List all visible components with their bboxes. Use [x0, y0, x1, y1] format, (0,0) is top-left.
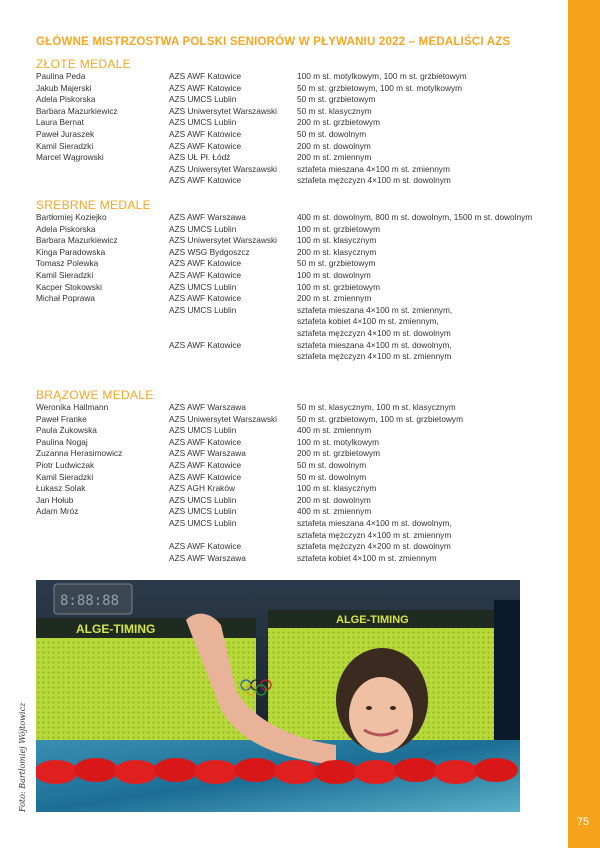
- athlete-name: [36, 541, 169, 553]
- club-name: AZS WSG Bydgoszcz: [169, 246, 250, 257]
- event-description: 200 m st. klasycznym: [297, 246, 377, 257]
- club-name: [169, 530, 297, 542]
- club-name: AZS AWF Katowice: [169, 71, 242, 81]
- event-description: 100 m st. klasycznym: [297, 235, 377, 246]
- event-description: 50 m st. klasycznym, 100 m st. klasycznym: [297, 402, 456, 412]
- athlete-name: [36, 351, 169, 363]
- medal-row: [36, 506, 556, 518]
- event-description: 50 m st. dowolnym: [297, 459, 367, 470]
- club-name: AZS AWF Katowice: [169, 128, 242, 139]
- athlete-name: [36, 164, 169, 176]
- medal-row: [36, 282, 556, 294]
- athlete-name: Laura Bernat: [36, 117, 84, 128]
- medal-list-gold: [36, 71, 556, 187]
- medal-row: [36, 71, 556, 83]
- club-name: AZS UMCS Lublin: [169, 281, 237, 292]
- athlete-name: Kamil Sieradzki: [36, 269, 94, 280]
- medal-row: [36, 235, 556, 247]
- athlete-name: Paweł Juraszek: [36, 128, 95, 139]
- club-name: AZS AWF Katowice: [169, 436, 242, 447]
- club-name: AZS AWF Katowice: [169, 258, 242, 269]
- athlete-name: [36, 328, 169, 340]
- club-name: AZS AWF Warszawa: [169, 448, 246, 459]
- club-name: AZS UŁ Pł. Łódź: [169, 152, 231, 163]
- club-name: AZS UMCS Lublin: [169, 517, 237, 528]
- medal-row: [36, 305, 556, 317]
- event-description: 50 m st. klasycznym: [297, 105, 372, 116]
- medal-row: [36, 117, 556, 129]
- event-description: 50 m st. dowolnym: [297, 128, 367, 139]
- athlete-name: Bartłomiej Koziejko: [36, 212, 107, 222]
- club-name: AZS AGH Kraków: [169, 483, 235, 494]
- swimmer-photo: [36, 580, 520, 812]
- board-label-left: ALGE-TIMING: [76, 622, 156, 636]
- athlete-name: [36, 340, 169, 352]
- medal-row: [36, 553, 556, 565]
- event-description: sztafeta mieszana 4×100 m st. dowolnym,: [297, 517, 452, 528]
- medal-row: [36, 258, 556, 270]
- medal-row: [36, 414, 556, 426]
- event-description: 100 m st. motylkowym: [297, 436, 380, 447]
- athlete-name: Kamil Sieradzki: [36, 471, 94, 482]
- club-name: AZS AWF Katowice: [169, 471, 242, 482]
- club-name: AZS AWF Katowice: [169, 293, 242, 304]
- medal-row: [36, 175, 556, 187]
- club-name: AZS Uniwersytet Warszawski: [169, 235, 278, 246]
- club-name: AZS UMCS Lublin: [169, 506, 237, 517]
- club-name: AZS AWF Katowice: [169, 140, 242, 151]
- event-description: 50 m st. grzbietowym: [297, 94, 376, 105]
- medal-row: [36, 530, 556, 542]
- athlete-name: Paula Żukowska: [36, 425, 97, 436]
- medal-row: [36, 83, 556, 95]
- medal-row: [36, 448, 556, 460]
- club-name: AZS AWF Warszawa: [169, 212, 246, 222]
- medal-row: [36, 94, 556, 106]
- club-name: AZS AWF Warszawa: [169, 402, 246, 412]
- athlete-name: Jakub Majerski: [36, 82, 92, 93]
- medal-row: [36, 541, 556, 553]
- athlete-name: [36, 530, 169, 542]
- board-label-right: ALGE-TIMING: [336, 614, 409, 626]
- event-description: sztafeta mężczyzn 4×100 m st. dowolnym: [297, 175, 451, 186]
- athlete-name: Adam Mróz: [36, 506, 79, 517]
- athlete-name: Adela Piskorska: [36, 223, 96, 234]
- athlete-name: Adela Piskorska: [36, 94, 96, 105]
- medal-list-silver: [36, 212, 556, 363]
- athlete-name: Paulina Peda: [36, 71, 86, 81]
- athlete-name: Kacper Stokowski: [36, 281, 102, 292]
- club-name: AZS Uniwersytet Warszawski: [169, 105, 278, 116]
- event-description: sztafeta mężczyzn 4×100 m st. zmiennym: [297, 351, 452, 362]
- event-description: 200 m st. zmiennym: [297, 152, 372, 163]
- athlete-name: Paulina Nogaj: [36, 436, 88, 447]
- athlete-name: Kinga Paradowska: [36, 246, 106, 257]
- event-description: 200 m st. grzbietowym: [297, 117, 380, 128]
- event-description: 50 m st. dowolnym: [297, 471, 367, 482]
- medal-row: [36, 129, 556, 141]
- medal-row: [36, 472, 556, 484]
- event-description: 100 m st. grzbietowym: [297, 223, 380, 234]
- event-description: 50 m st. grzbietowym: [297, 258, 376, 269]
- club-name: AZS Uniwersytet Warszawski: [169, 163, 278, 174]
- medal-row: [36, 402, 556, 414]
- medal-row: [36, 460, 556, 472]
- medal-row: [36, 351, 556, 363]
- event-description: 200 m st. zmiennym: [297, 293, 372, 304]
- side-accent-bar: [568, 0, 600, 848]
- medal-row: [36, 316, 556, 328]
- medal-row: [36, 141, 556, 153]
- athlete-name: [36, 316, 169, 328]
- club-name: AZS UMCS Lublin: [169, 117, 237, 128]
- page-title: GŁÓWNE MISTRZOSTWA POLSKI SENIORÓW W PŁYWANIU 2022 – MEDALIŚCI AZS: [36, 36, 511, 48]
- medal-row: [36, 293, 556, 305]
- event-description: sztafeta kobiet 4×100 m st. zmiennym,: [297, 316, 439, 327]
- club-name: AZS UMCS Lublin: [169, 425, 237, 436]
- medal-row: [36, 164, 556, 176]
- athlete-name: Łukasz Solak: [36, 483, 86, 494]
- section-heading-silver: SREBRNE MEDALE: [36, 198, 151, 212]
- athlete-name: Kamil Sieradzki: [36, 140, 94, 151]
- swimmer-face: [349, 677, 413, 753]
- club-name: AZS AWF Katowice: [169, 82, 242, 93]
- event-description: 400 m st. zmiennym: [297, 506, 372, 517]
- athlete-name: Jan Hołub: [36, 494, 74, 505]
- photo-credit: Foto: Bartłomiej Wójtowicz: [18, 702, 27, 812]
- event-description: 100 m st. motylkowym, 100 m st. grzbietowym: [297, 71, 467, 81]
- athlete-name: Piotr Ludwiczak: [36, 459, 95, 470]
- medal-row: [36, 328, 556, 340]
- event-description: sztafeta mężczyzn 4×100 m st. zmiennym: [297, 529, 452, 540]
- club-name: AZS UMCS Lublin: [169, 304, 237, 315]
- athlete-name: Paweł Franke: [36, 413, 87, 424]
- club-name: AZS AWF Katowice: [169, 541, 242, 552]
- event-description: 100 m st. klasycznym: [297, 483, 377, 494]
- event-description: sztafeta mieszana 4×100 m st. zmiennym: [297, 163, 450, 174]
- event-description: sztafeta mężczyzn 4×200 m st. dowolnym: [297, 541, 451, 552]
- club-name: AZS AWF Katowice: [169, 459, 242, 470]
- event-description: 200 m st. grzbietowym: [297, 448, 380, 459]
- club-name: AZS AWF Katowice: [169, 269, 242, 280]
- medal-row: [36, 106, 556, 118]
- event-description: 100 m st. grzbietowym: [297, 281, 380, 292]
- club-name: AZS UMCS Lublin: [169, 494, 237, 505]
- page-number: 75: [576, 816, 590, 828]
- medal-row: [36, 224, 556, 236]
- athlete-name: Barbara Mazurkiewicz: [36, 235, 118, 246]
- athlete-name: Michał Poprawa: [36, 293, 96, 304]
- medal-row: [36, 152, 556, 164]
- event-description: 400 m st. zmiennym: [297, 425, 372, 436]
- medal-row: [36, 483, 556, 495]
- athlete-name: [36, 518, 169, 530]
- medal-row: [36, 495, 556, 507]
- athlete-name: Weronika Hallmann: [36, 402, 109, 412]
- medal-row: [36, 212, 556, 224]
- event-description: 400 m st. dowolnym, 800 m st. dowolnym, 1500 m st. dowolnym: [297, 212, 533, 222]
- club-name: AZS UMCS Lublin: [169, 94, 237, 105]
- event-description: 50 m st. grzbietowym, 100 m st. motylkowym: [297, 82, 463, 93]
- club-name: [169, 328, 297, 340]
- medal-row: [36, 425, 556, 437]
- event-description: 200 m st. dowolnym: [297, 140, 371, 151]
- section-heading-gold: ZŁOTE MEDALE: [36, 57, 131, 71]
- medal-row: [36, 270, 556, 282]
- club-name: [169, 316, 297, 328]
- club-name: [169, 351, 297, 363]
- athlete-name: Zuzanna Herasimowicz: [36, 448, 123, 459]
- medal-row: [36, 437, 556, 449]
- section-heading-bronze: BRĄZOWE MEDALE: [36, 388, 154, 402]
- club-name: AZS AWF Katowice: [169, 175, 242, 186]
- athlete-name: [36, 175, 169, 187]
- event-description: 50 m st. grzbietowym, 100 m st. grzbietowym: [297, 413, 463, 424]
- event-description: sztafeta kobiet 4×100 m st. zmiennym: [297, 552, 437, 563]
- medal-row: [36, 518, 556, 530]
- club-name: AZS AWF Warszawa: [169, 552, 246, 563]
- event-description: sztafeta mężczyzn 4×100 m st. dowolnym: [297, 327, 451, 338]
- club-name: AZS Uniwersytet Warszawski: [169, 413, 278, 424]
- medal-row: [36, 340, 556, 352]
- athlete-name: Marcel Wągrowski: [36, 152, 104, 163]
- event-description: sztafeta mieszana 4×100 m st. zmiennym,: [297, 304, 453, 315]
- athlete-name: [36, 305, 169, 317]
- svg-text:8:88:88: 8:88:88: [60, 593, 120, 609]
- medal-row: [36, 247, 556, 259]
- event-description: 200 m st. dowolnym: [297, 494, 371, 505]
- medal-list-bronze: [36, 402, 556, 564]
- athlete-name: Barbara Mazurkiewicz: [36, 105, 118, 116]
- club-name: AZS AWF Katowice: [169, 339, 242, 350]
- event-description: sztafeta mieszana 4×100 m st. dowolnym,: [297, 339, 452, 350]
- event-description: 100 m st. dowolnym: [297, 269, 371, 280]
- club-name: AZS UMCS Lublin: [169, 223, 237, 234]
- athlete-name: Tomasz Polewka: [36, 258, 99, 269]
- athlete-name: [36, 553, 169, 565]
